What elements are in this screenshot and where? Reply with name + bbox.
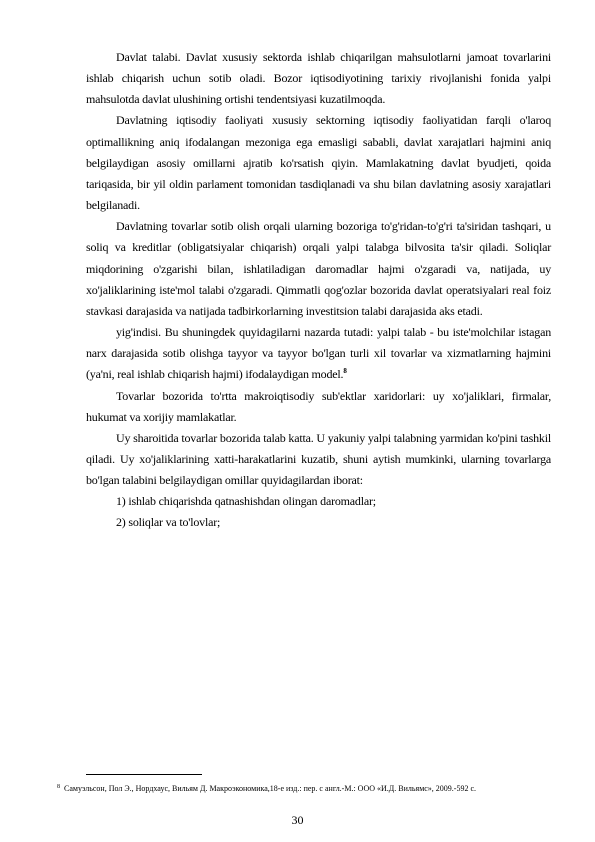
- paragraph-iqtisodiy-faoliyat: Davlatning iqtisodiy faoliyati xususiy sektorning iqtisodiy faoliyatidan farqli o'laroq optimallikning aniq ifodalangan mezoniga ega emasligi sababli, davlat xarajatlari hajmini aniq belgilaydigan asosiy omillarni ajratib ko'rsatish qiyin. Mamlakatning davlat byudjeti, qoida tariqasida, bir yil oldin parlament tomonidan tasdiqlanadi va shu bilan davlatning asosiy xarajatlari belgilanadi.: [86, 113, 551, 213]
- footnote: [57, 781, 551, 796]
- paragraph-yalpi-talab-text: yig'indisi. Bu shuningdek quyidagilarni nazarda tutadi: yalpi talab - bu iste'molchilar istagan narx darajasida sotib olishga tayyor va tayyor bo'lgan turli xil tovarlar va xizmatlarning hajmini (ya'ni, real ishlab chiqarish hajmi) ifodalaydigan model.: [86, 325, 551, 382]
- paragraph-yalpi-talab-model: [86, 322, 551, 385]
- list-item-daromadlar: 1) ishlab chiqarishda qatnashishdan olingan daromadlar;: [116, 494, 376, 509]
- paragraph-makroiqtisodiy-subektlar: Tovarlar bozorida to'rtta makroiqtisodiy sub'ektlar xaridorlari: uy xo'jaliklari, firmalar, hukumat va xorijiy mamlakatlar.: [86, 388, 551, 424]
- footnote-text: Самуэльсон, Пол Э., Нордхаус, Вильям Д. Макроэкономика,18-е изд.: пер. с англ.-М.: ООО «И.Д. Вильямс», 2009.-592 с.: [64, 784, 477, 793]
- paragraph-uy-xojaliklari: Uy sharoitida tovarlar bozorida talab katta. U yakuniy yalpi talabning yarmidan ko'pini tashkil qiladi. Uy xo'jaliklarining xatti-harakatlarini kuzatib, shuni aytish mumkinki, ularning tovarlarga bo'lgan talabini belgilaydigan omillar quyidagilardan iborat:: [86, 430, 551, 488]
- footnote-divider: [86, 774, 202, 775]
- list-item-soliqlar: 2) soliqlar va to'lovlar;: [116, 515, 221, 530]
- page-number: 30: [291, 813, 304, 827]
- main-text: [86, 47, 551, 534]
- footnote-reference[interactable]: 8: [343, 367, 347, 376]
- paragraph-davlat-talabi: Davlat talabi. Davlat xususiy sektorda ishlab chiqarilgan mahsulotlarni jamoat tovarlarini ishlab chiqarish uchun sotib oladi. Bozor iqtisodiyotining tarixiy rivojlanishi fonida yalpi mahsulotda davlat ulushining ortishi tendentsiyasi kuzatilmoqda.: [86, 50, 551, 107]
- footnote-marker: 8: [57, 784, 60, 790]
- paragraph-tovarlar-sotib-olish: Davlatning tovarlar sotib olish orqali ularning bozoriga to'g'ridan-to'g'ri ta'siridan tashqari, u soliq va kreditlar (obligatsiyalar chiqarish) orqali yalpi talabga bilvosita ta'sir qiladi. Soliqlar miqdorining o'zgarishi bilan, ishlatiladigan daromadlar hajmi o'zgaradi va, natijada, uy xo'jaliklarining iste'mol talabi o'zgaradi. Qimmatli qog'ozlar bozorida davlat operatsiyalari real foiz stavkasi darajasida va natijada tadbirkorlarning investitsion talabi darajasida aks etadi.: [86, 219, 551, 318]
